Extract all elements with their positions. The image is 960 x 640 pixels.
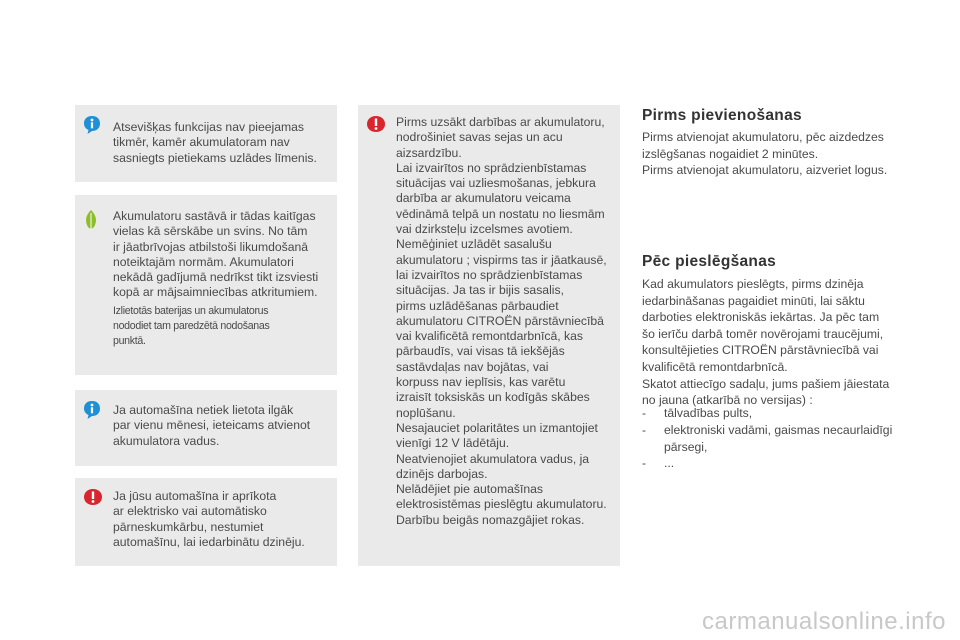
list-dash: -: [642, 423, 647, 437]
info-icon: [83, 400, 101, 420]
info-box-long-storage-text: Ja automašīna netiek lietota ilgāk par vienu mēnesi, ieteicams atvienot akumulatora vadus.: [113, 403, 311, 448]
eco-box-text: Akumulatoru sastāvā ir tādas kaitīgas vielas kā sērskābe un svins. No tām ir jāatbrīvojas atbilstoši likumdošanā noteiktajām normām. Akumulatori nekādā gadījumā nedrīkst tikt izsviesti kopā ar mājsaimniecības atkritumiem.: [113, 209, 319, 300]
list-dash: -: [642, 406, 647, 420]
section-text-after-connecting: Kad akumulators pieslēgts, pirms dzinēja iedarbināšanas pagaidiet minūti, lai sāktu darboties elektroniskās iekārtas. Ja pēc tam šo ierīču darbā tomēr novērojami traucējumi, konsultējieties CITROËN pārstāvniecībā vai kvalificētā remontdarbnīcā. Skatot attiecīgo sadaļu, jums pašiem jāiestata no jauna (atkarībā no versijas) :: [642, 277, 890, 408]
warning-box-push-start-text: Ja jūsu automašīna ir aprīkota ar elektrisko vai automātisko pārneskumkārbu, nestumiet automašīnu, lai iedarbinātu dzinēju.: [113, 489, 305, 549]
info-icon: [83, 115, 101, 135]
list-item-text: elektroniski vadāmi, gaismas necaurlaidīgi pārsegi,: [664, 423, 893, 454]
warning-icon: [366, 115, 386, 135]
list-dash: -: [642, 456, 647, 470]
section-title-after-connecting: Pēc pieslēgšanas: [642, 253, 777, 270]
section-title-before-connecting: Pirms pievienošanas: [642, 107, 802, 124]
eco-box-disposal: [75, 195, 337, 375]
section-text-before-connecting: Pirms atvienojat akumulatoru, pēc aizdedzes izslēgšanas nogaidiet 2 minūtes. Pirms atvienojat akumulatoru, aizveriet logus.: [642, 130, 888, 178]
warning-icon: [83, 488, 103, 508]
info-box-long-storage: [75, 390, 337, 466]
leaf-icon: [83, 209, 99, 231]
eco-box-small-text: Izlietotās baterijas un akumulatorus nododiet tam paredzētā nodošanas punktā.: [113, 305, 270, 347]
watermark: carmanualsonline.info: [702, 608, 946, 635]
info-box-functions-text: Atsevišķas funkcijas nav pieejamas tikmēr, kamēr akumulatoram nav sasniegts pietiekams uzlādes līmenis.: [113, 120, 317, 165]
list-item-text: ...: [664, 456, 675, 470]
warning-box-safety: [358, 105, 620, 566]
info-box-functions: [75, 105, 337, 182]
warning-box-push-start: [75, 478, 337, 566]
list-item-text: tālvadības pults,: [664, 406, 753, 420]
warning-box-safety-text: Pirms uzsākt darbības ar akumulatoru, nodrošiniet savas sejas un acu aizsardzību. Lai izvairītos no sprādzienbīstamas situācijas vai uzliesmošanas, jebkura darbība ar akumulatoru veicama vēdināmā telpā un nostatu no liesmām vai dzirksteļu izcelsmes avotiem. Nemēģiniet uzlādēt sasalušu akumulatoru ; vispirms tas ir jāatkausē, lai izvairītos no sprādzienbīstamas situācijas. Ja tas ir bijis sasalis, pirms uzlādēšanas pārbaudiet akumulatoru CITROËN pārstāvniecībā vai kvalificētā remontdarbnīcā, kas pārbaudīs, vai visas tā iekšējās sastāvdaļas nav bojātas, vai korpuss nav ieplīsis, kas varētu izraisīt toksiskās un kodīgās skābes noplūšanu. Nesajauciet polaritātes un izmantojiet vienīgi 12 V lādētāju. Neatvienojiet akumulatora vadus, ja dzinējs darbojas. Nelādējiet pie automašīnas elektrosistēmas pieslēgtu akumulatoru. Darbību beigās nomazgājiet rokas.: [396, 115, 607, 527]
